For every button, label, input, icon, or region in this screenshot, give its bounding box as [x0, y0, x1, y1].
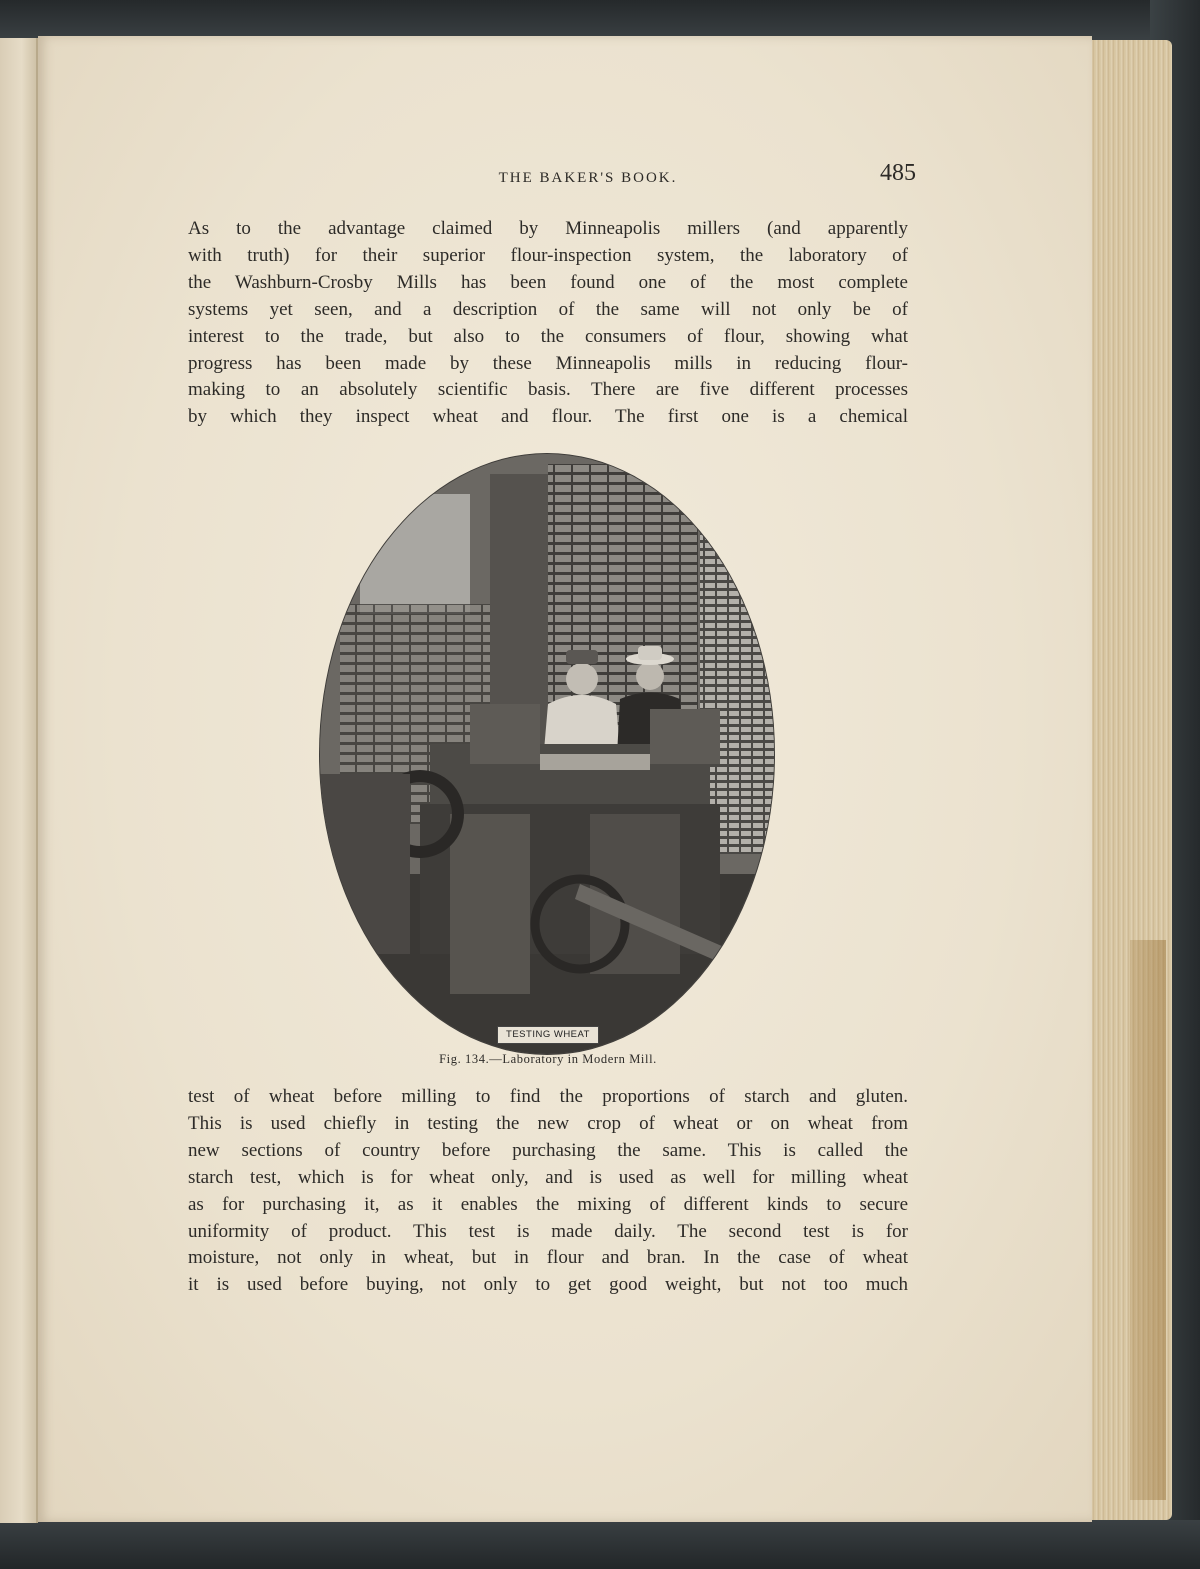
- mill-laboratory-photo: [320, 454, 774, 1054]
- text-line: by which they inspect wheat and flour. The first one is a chemical: [188, 406, 908, 428]
- figure-caption: Fig. 134.—Laboratory in Modern Mill.: [439, 1052, 657, 1066]
- oval-photograph: [320, 454, 774, 1054]
- text-line: moisture, not only in wheat, but in flour and bran. In the case of wheat: [188, 1247, 908, 1269]
- text-line: systems yet seen, and a description of the same will not only be of: [188, 298, 908, 320]
- book-cover-bottom: [0, 1520, 1200, 1569]
- facing-page-edge: [0, 38, 38, 1523]
- text-line: As to the advantage claimed by Minneapolis millers (and apparently: [188, 218, 908, 239]
- text-line: as for purchasing it, as it enables the mixing of different kinds to secure: [188, 1193, 908, 1215]
- text-line: it is used before buying, not only to get good weight, but not too much: [188, 1274, 908, 1296]
- text-line: This is used chiefly in testing the new crop of wheat or on wheat from: [188, 1112, 908, 1134]
- book-page: [38, 36, 1092, 1522]
- text-line: starch test, which is for wheat only, and is used as well for milling wheat: [188, 1166, 908, 1188]
- text-line: progress has been made by these Minneapolis mills in reducing flour-: [188, 352, 908, 374]
- page-number: 485: [880, 160, 916, 186]
- book-cover-top: [0, 0, 1200, 40]
- text-line: making to an absolutely scientific basis. There are five different processes: [188, 379, 908, 401]
- text-line: new sections of country before purchasing the same. This is called the: [188, 1139, 908, 1161]
- text-line: uniformity of product. This test is made daily. The second test is for: [188, 1220, 908, 1242]
- text-line: test of wheat before milling to find the proportions of starch and gluten.: [188, 1086, 908, 1107]
- paragraph-bottom: [188, 1084, 908, 1299]
- text-line: interest to the trade, but also to the consumers of flour, showing what: [188, 325, 908, 347]
- running-head: THE BAKER'S BOOK.: [498, 170, 678, 186]
- plate-label: TESTING WHEAT: [497, 1026, 599, 1044]
- text-line: the Washburn-Crosby Mills has been found one of the most complete: [188, 271, 908, 293]
- paragraph-top: [188, 216, 908, 431]
- page-block-edges: [1090, 40, 1172, 1520]
- text-line: with truth) for their superior flour-inspection system, the laboratory of: [188, 244, 908, 266]
